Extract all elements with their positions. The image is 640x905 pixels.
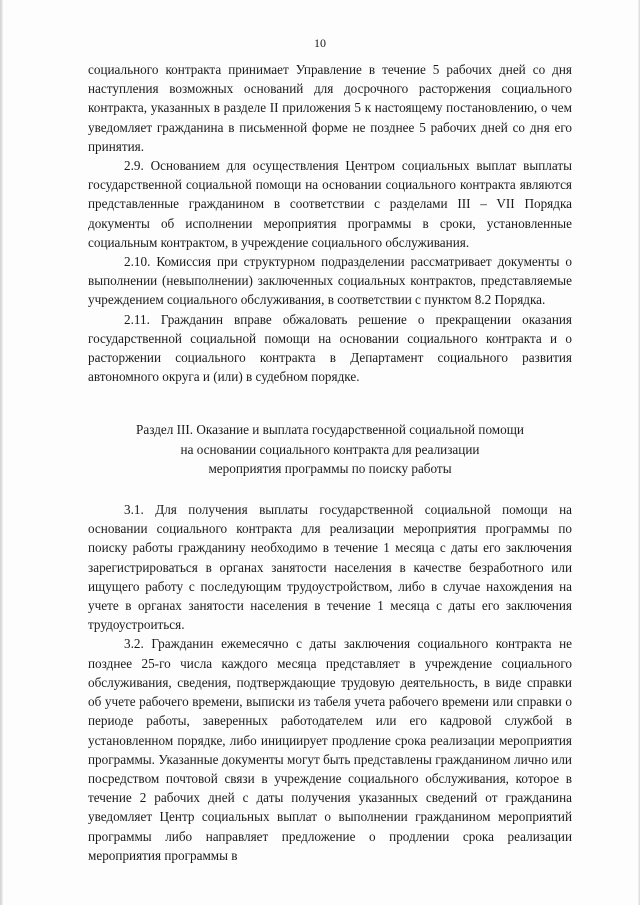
- section-heading: [88, 420, 572, 478]
- section-heading-line-1: Раздел III. Оказание и выплата государственной социальной помощи: [136, 422, 524, 438]
- paragraph-2-11: 2.11. Гражданин вправе обжаловать решение о прекращении оказания государственной социальной помощи на основании социального контракта и о расторжении социального контракта в Департамент социального развития автономного округа и (или) в судебном порядке.: [88, 311, 572, 385]
- paragraph-3-2: 3.2. Гражданин ежемесячно с даты заключения социального контракта не позднее 25-го числа каждого месяца представляет в учреждение социального обслуживания, сведения, подтверждающие трудовую деятельность, в виде справки об учете рабочего времени, выписки из табеля учета рабочего времени или справки о периоде работы, заверенных работодателем или его кадровой службой в установленном порядке, либо инициирует продление срока реализации мероприятия программы. Указанные документы могут быть представлены гражданином лично или посредством почтовой связи в учреждение социального обслуживания, которое в течение 2 рабочих дней с даты получения указанных сведений от гражданина уведомляет Центр социальных выплат о выполнении гражданином мероприятий программы либо направляет предложение о продлении срока реализации мероприятия программы в: [88, 636, 572, 863]
- document-body: [88, 60, 572, 865]
- section-heading-line-3: мероприятия программы по поиску работы: [208, 460, 452, 476]
- page-number: 10: [314, 36, 326, 50]
- scan-left-edge: [0, 0, 3, 905]
- paragraph-2-9: 2.9. Основанием для осуществления Центром социальных выплат выплаты государственной социальной помощи на основании социального контракта являются представленные гражданином в соответствии с разделами III – VII Порядка документы об исполнении мероприятия программы в сроки, установленные социальным контрактом, в учреждение социального обслуживания.: [88, 158, 572, 250]
- paragraph-3-1: 3.1. Для получения выплаты государственной социальной помощи на основании социального контракта для реализации мероприятия программы по поиску работы гражданину необходимо в течение 1 месяца с даты его заключения зарегистрироваться в органах занятости населения в качестве безработного или ищущего работу с последующим трудоустройством, либо в случае нахождения на учете в органах занятости населения в течение 1 месяца с даты его заключения трудоустроиться.: [88, 502, 572, 633]
- paragraph-2-10: 2.10. Комиссия при структурном подразделении рассматривает документы о выполнении (невыполнении) заключенных социальных контрактов, представляемые учреждением социального обслуживания, в соответствии с пунктом 8.2 Порядка.: [88, 254, 572, 308]
- section-heading-line-2: на основании социального контракта для реализации: [180, 441, 480, 457]
- paragraph-continuation: социального контракта принимает Управление в течение 5 рабочих дней со дня наступления возможных оснований для досрочного расторжения социального контракта, указанных в разделе II приложения 5 к настоящему постановлению, о чем уведомляет гражданина в письменной форме не позднее 5 рабочих дней со дня его принятия.: [88, 62, 572, 154]
